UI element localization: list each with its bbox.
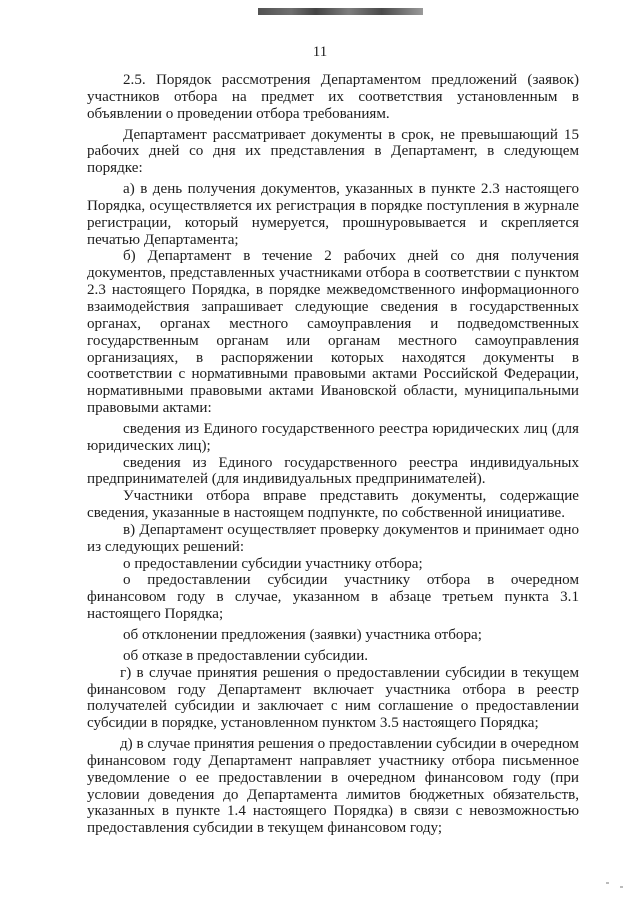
- paragraph-decision-refuse: об отказе в предоставлении субсидии.: [123, 647, 369, 664]
- paragraph-egrul: сведения из Единого государственного реестра юридических лиц (для юридических лиц);: [87, 420, 579, 454]
- scan-fleck: [620, 886, 623, 888]
- paragraph-item-v: в) Департамент осуществляет проверку документов и принимает одно из следующих решений:: [87, 521, 579, 555]
- page-number: 11: [312, 44, 328, 60]
- paragraph-decision-next-year: о предоставлении субсидии участнику отбора в очередном финансовом году в случае, указанном в абзаце третьем пункта 3.1 настоящего Порядка;: [87, 572, 579, 623]
- paragraph-decision-grant: о предоставлении субсидии участнику отбора;: [123, 555, 423, 572]
- document-body: [87, 72, 579, 837]
- paragraph-own-initiative: Участники отбора вправе представить документы, содержащие сведения, указанные в настоящем подпункте, по собственной инициативе.: [87, 488, 579, 522]
- paragraph-item-g: г) в случае принятия решения о предоставлении субсидии в текущем финансовом году Департамент включает участника отбора в реестр получателей субсидии и заключает с ним соглашение о предоставлении субсидии в порядке, установленном пунктом 3.5 настоящего Порядка;: [87, 664, 579, 732]
- paragraph-item-d: д) в случае принятия решения о предоставлении субсидии в очередном финансовом году Департамент направляет участнику отбора письменное уведомление о ее предоставлении в очередном финансовом году (при условии доведения до Департамента лимитов бюджетных обязательств, указанных в пункте 1.4 настоящего Порядка) в связи с невозможностью предоставления субсидии в текущем финансовом году;: [87, 736, 579, 837]
- scan-fleck: [606, 882, 609, 884]
- paragraph-egrip: сведения из Единого государственного реестра индивидуальных предпринимателей (для индивидуальных предпринимателей).: [87, 454, 579, 488]
- paragraph-decision-reject: об отклонении предложения (заявки) участника отбора;: [123, 627, 482, 643]
- paragraph-item-b: б) Департамент в течение 2 рабочих дней со дня получения документов, представленных участниками отбора в соответствии с пунктом 2.3 настоящего Порядка, в порядке межведомственного информационного взаимодействия запрашивает следующие сведения в государственных органах, органах местного самоуправления и подведомственных государственным органам или органам местного самоуправления организациях, в распоряжении которых находятся документы в соответствии с нормативными правовыми актами Российской Федерации, нормативными правовыми актами Ивановской области, муниципальными правовыми актами:: [87, 248, 579, 417]
- paragraph-review-term: Департамент рассматривает документы в срок, не превышающий 15 рабочих дней со дня их представления в Департамент, в следующем порядке:: [87, 126, 579, 177]
- header-scan-mark: [258, 8, 423, 15]
- paragraph-item-a: а) в день получения документов, указанных в пункте 2.3 настоящего Порядка, осуществляется их регистрация в порядке поступления в журнале регистрации, который нумеруется, прошнуровывается и скрепляется печатью Департамента;: [87, 181, 579, 248]
- paragraph-2-5-title: 2.5. Порядок рассмотрения Департаментом предложений (заявок) участников отбора на предмет их соответствия установленным в объявлении о проведении отбора требованиям.: [87, 72, 579, 122]
